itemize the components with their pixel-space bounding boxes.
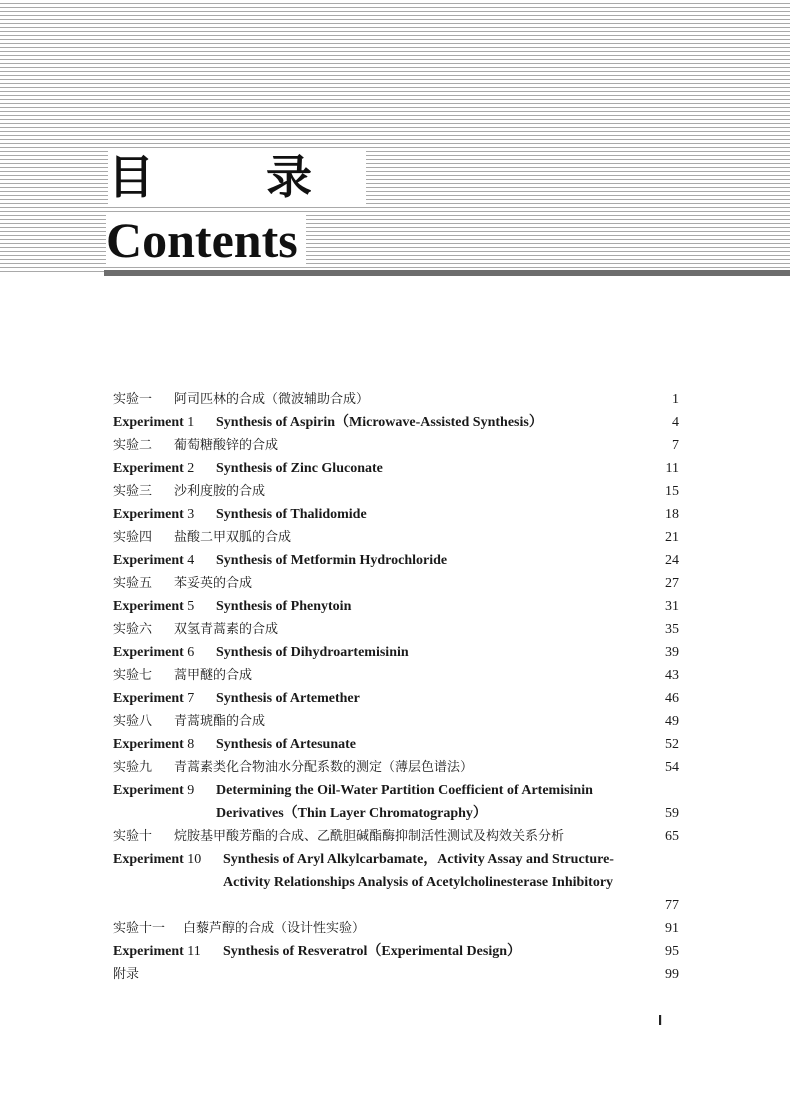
toc-entry-title: 白藜芦醇的合成（设计性实验） [183, 921, 366, 936]
toc-entry-page: 27 [665, 576, 679, 591]
toc-leader-dots [375, 388, 655, 411]
toc-entry-label-number: 3 [187, 507, 195, 522]
toc-entry-leader-line[interactable] [113, 894, 679, 917]
toc-entry-label-word: Experiment [113, 415, 184, 430]
toc-entry-label-word: Experiment [113, 737, 184, 752]
toc-entry-page: 49 [665, 714, 679, 729]
toc-entry-title-continuation: Activity Relationships Analysis of Acetylcholinesterase Inhibitory [223, 875, 614, 890]
toc-entry-title: 烷胺基甲酸芳酯的合成、乙酰胆碱酯酶抑制活性测试及构效关系分析 [174, 829, 565, 844]
toc-entry-label [113, 940, 223, 963]
toc-entry[interactable] [113, 434, 679, 457]
toc-entry-page: 91 [665, 921, 679, 936]
toc-entry-label-number: 1 [187, 415, 195, 430]
toc-entry-label: 实验七 [113, 668, 153, 683]
toc-entry-page: 35 [665, 622, 679, 637]
toc-entry-page: 1 [672, 392, 679, 407]
toc-entry-continuation[interactable] [113, 871, 679, 894]
toc-entry-label-number: 4 [187, 553, 195, 568]
toc-entry-page: 24 [665, 553, 679, 568]
toc-entry-label-number: 5 [187, 599, 195, 614]
toc-entry[interactable] [113, 825, 679, 848]
toc-leader-dots [453, 549, 655, 572]
title-chinese: 目 录 [108, 150, 366, 204]
toc-entry-page: 7 [672, 438, 679, 453]
toc-entry-title: Synthesis of Artemether [216, 691, 360, 706]
toc-entry-label: 实验二 [113, 438, 153, 453]
toc-entry-label-number: 2 [187, 461, 195, 476]
toc-entry-label-word: Experiment [113, 691, 184, 706]
toc-entry-label-number: 6 [187, 645, 195, 660]
toc-entry-page: 43 [665, 668, 679, 683]
toc-leader-dots [549, 411, 655, 434]
toc-leader-dots [258, 572, 655, 595]
toc-entry-label: 实验四 [113, 530, 153, 545]
toc-entry[interactable] [113, 687, 679, 710]
toc-entry-page: 4 [672, 415, 679, 430]
title-english: Contents [106, 214, 306, 266]
toc-entry[interactable] [113, 779, 679, 802]
toc-leader-dots [297, 526, 655, 549]
toc-entry-page: 21 [665, 530, 679, 545]
toc-entry[interactable] [113, 664, 679, 687]
toc-leader-dots [415, 641, 655, 664]
toc-entry-page: 15 [665, 484, 679, 499]
toc-leader-dots [271, 710, 655, 733]
toc-entry[interactable] [113, 710, 679, 733]
toc-entry-label [113, 411, 216, 434]
toc-entry-title: Synthesis of Thalidomide [216, 507, 367, 522]
toc-entry[interactable] [113, 733, 679, 756]
toc-leader-dots [366, 687, 655, 710]
toc-entry[interactable] [113, 917, 679, 940]
toc-entry-page: 18 [665, 507, 679, 522]
toc-entry[interactable] [113, 457, 679, 480]
toc-entry-label [113, 549, 216, 572]
toc-entry-title: Synthesis of Zinc Gluconate [216, 461, 383, 476]
toc-entry-page: 31 [665, 599, 679, 614]
toc-entry[interactable] [113, 503, 679, 526]
toc-entry[interactable] [113, 848, 679, 871]
toc-entry-label-word: Experiment [113, 461, 184, 476]
toc-entry-label-number: 9 [187, 783, 195, 798]
toc-leader-dots [271, 480, 655, 503]
toc-entry-title: 盐酸二甲双胍的合成 [174, 530, 292, 545]
toc-entry-page: 95 [665, 944, 679, 959]
toc-entry-label: 实验八 [113, 714, 153, 729]
toc-leader-dots [258, 664, 655, 687]
toc-entry-label [113, 779, 216, 802]
toc-leader-dots [362, 733, 655, 756]
toc-entry-title: 蒿甲醚的合成 [174, 668, 253, 683]
toc-entry-title: 葡萄糖酸锌的合成 [174, 438, 279, 453]
toc-leader-dots [357, 595, 655, 618]
toc-entry-title: Determining the Oil-Water Partition Coefficient of Artemisinin [216, 783, 593, 798]
toc-entry[interactable] [113, 549, 679, 572]
page-folio: I [658, 1012, 663, 1029]
toc-entry-label-word: Experiment [113, 553, 184, 568]
toc-leader-dots [225, 894, 655, 917]
toc-entry-title: 青蒿素类化合物油水分配系数的测定（薄层色谱法） [174, 760, 474, 775]
toc-entry-label-word: Experiment [113, 783, 184, 798]
toc-leader-dots [373, 503, 655, 526]
toc-leader-dots [284, 434, 655, 457]
toc-entry-label [113, 687, 216, 710]
toc-entry-label [113, 457, 216, 480]
toc-entry-title: 阿司匹林的合成（微波辅助合成） [174, 392, 370, 407]
toc-entry[interactable] [113, 411, 679, 434]
toc-leader-dots [527, 940, 655, 963]
toc-entry-title: Synthesis of Phenytoin [216, 599, 352, 614]
toc-entry-label-number: 8 [187, 737, 195, 752]
toc-leader-dots [570, 825, 655, 848]
toc-entry-page: 99 [665, 967, 679, 982]
toc-entry-label: 实验五 [113, 576, 153, 591]
toc-entry[interactable] [113, 526, 679, 549]
toc-entry-label-word: Experiment [113, 507, 184, 522]
toc-entry-title: 双氢青蒿素的合成 [174, 622, 279, 637]
toc-entry-label-word: Experiment [113, 599, 184, 614]
toc-entry-label [113, 595, 216, 618]
toc-entry-title: 沙利度胺的合成 [174, 484, 266, 499]
toc-entry-page: 46 [665, 691, 679, 706]
toc-entry-title: Synthesis of Dihydroartemisinin [216, 645, 409, 660]
toc-entry-label [113, 641, 216, 664]
toc-entry-title-continuation: Derivatives（Thin Layer Chromatography） [216, 806, 487, 821]
toc-entry-page: 11 [665, 461, 679, 476]
toc-entry-title: Synthesis of Metformin Hydrochloride [216, 553, 448, 568]
header-rule [104, 270, 790, 276]
toc-entry-label-number: 10 [187, 852, 202, 867]
toc-entry[interactable] [113, 595, 679, 618]
toc-entry[interactable] [113, 388, 679, 411]
toc-entry[interactable] [113, 480, 679, 503]
toc-entry-label: 实验十一 [113, 921, 166, 936]
toc-entry-label-word: Experiment [113, 645, 184, 660]
toc-entry[interactable] [113, 572, 679, 595]
toc-entry-label: 实验九 [113, 760, 153, 775]
toc-entry-label [113, 503, 216, 526]
toc-entry-title: Synthesis of Aryl Alkylcarbamate，Activity Assay and Structure- [223, 852, 614, 867]
toc-entry-title: Synthesis of Aspirin（Microwave-Assisted Synthesis） [216, 415, 543, 430]
toc-entry[interactable] [113, 963, 679, 986]
toc-entry-page: 52 [665, 737, 679, 752]
toc-entry-page: 39 [665, 645, 679, 660]
toc-entry-page: 65 [665, 829, 679, 844]
toc-entry-label-number: 7 [187, 691, 195, 706]
toc-entry-label: 实验六 [113, 622, 153, 637]
toc-entry-label-word: Experiment [113, 944, 184, 959]
toc-entry-page: 77 [665, 898, 679, 913]
toc-entry[interactable] [113, 618, 679, 641]
toc-entry-label-word: Experiment [113, 852, 184, 867]
toc-entry-page: 59 [665, 806, 679, 821]
toc-leader-dots [371, 917, 655, 940]
table-of-contents [113, 388, 679, 986]
toc-leader-dots [389, 457, 655, 480]
toc-entry-label [113, 848, 223, 871]
toc-entry[interactable] [113, 756, 679, 779]
toc-entry-label: 附录 [113, 967, 140, 982]
toc-entry[interactable] [113, 641, 679, 664]
toc-leader-dots [153, 963, 655, 986]
toc-entry-title: Synthesis of Resveratrol（Experimental Design） [223, 944, 521, 959]
toc-leader-dots [493, 802, 655, 825]
toc-leader-dots [479, 756, 655, 779]
toc-entry-continuation[interactable] [113, 802, 679, 825]
toc-entry[interactable] [113, 940, 679, 963]
toc-entry-title: 苯妥英的合成 [174, 576, 253, 591]
toc-entry-label: 实验十 [113, 829, 153, 844]
toc-entry-label [113, 733, 216, 756]
toc-leader-dots [284, 618, 655, 641]
toc-entry-title: 青蒿琥酯的合成 [174, 714, 266, 729]
toc-entry-page: 54 [665, 760, 679, 775]
toc-entry-title: Synthesis of Artesunate [216, 737, 357, 752]
toc-entry-label: 实验三 [113, 484, 153, 499]
toc-entry-label: 实验一 [113, 392, 153, 407]
toc-entry-label-number: 11 [187, 944, 201, 959]
